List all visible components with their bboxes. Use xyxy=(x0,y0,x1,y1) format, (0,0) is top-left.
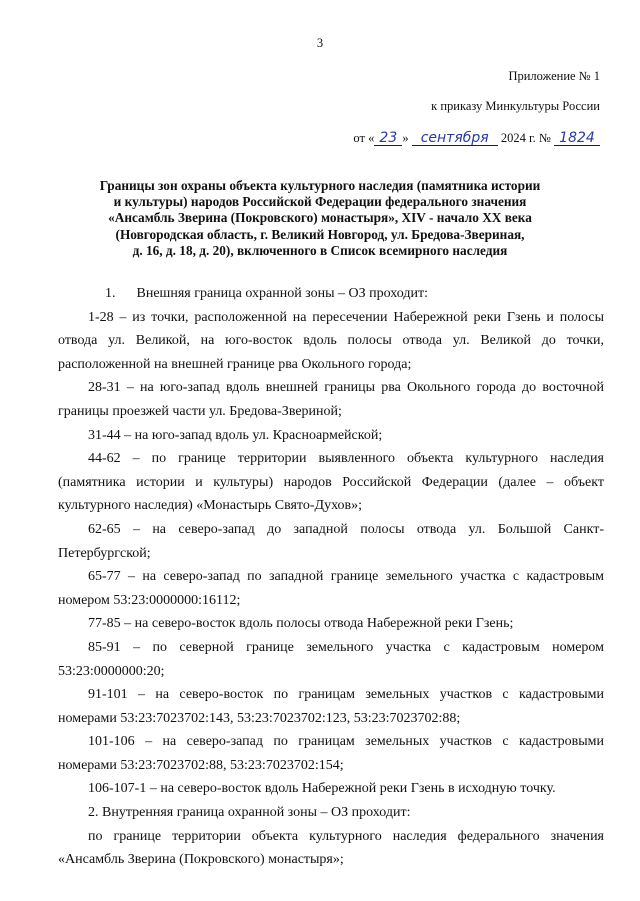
paragraph: по границе территории объекта культурного наследия федерального значения «Ансамбль Зверина (Покровского) монастыря»; xyxy=(58,828,604,868)
paragraph: 91-101 – на северо-восток по границам земельных участков с кадастровыми номерами 53:23:7023702:143, 53:23:7023702:123, 53:23:7023702:88; xyxy=(58,687,604,726)
title-line: (Новгородская область, г. Великий Новгород, ул. Бредова-Звериная, xyxy=(115,226,525,242)
paragraph: 1-28 – из точки, расположенной на пересечении Набережной реки Гзень и полосы отвода ул. Великой, на юго-восток вдоль полосы отвода ул. Великой до точки, расположенной на внешней границе рва Окольного города; xyxy=(58,309,604,372)
date-quote-close: » xyxy=(402,131,409,145)
paragraph: 77-85 – на северо-восток вдоль полосы отвода Набережной реки Гзень; xyxy=(88,616,514,632)
annex-title: Приложение № 1 xyxy=(508,69,600,83)
paragraph: 28-31 – на юго-запад вдоль внешней границы рва Окольного города до восточной границы проезжей части ул. Бредова-Звериной; xyxy=(58,380,604,419)
handwritten-day: 23 xyxy=(374,131,402,146)
page-number: 3 xyxy=(316,36,324,50)
document-body xyxy=(58,282,604,872)
paragraph: 85-91 – по северной границе земельного участка с кадастровым номером 53:23:0000000:20; xyxy=(58,639,604,679)
section-heading-outer-boundary: 1. Внешняя граница охранной зоны – ОЗ проходит: xyxy=(105,286,428,301)
paragraph: 106-107-1 – на северо-восток вдоль Набережной реки Гзень в исходную точку. xyxy=(88,781,556,797)
document-title xyxy=(60,178,580,259)
title-line: Границы зон охраны объекта культурного наследия (памятника истории xyxy=(99,178,541,193)
section-heading-inner-boundary: 2. Внутренняя граница охранной зоны – ОЗ проходит: xyxy=(88,805,411,821)
annex-order-reference: к приказу Минкультуры России xyxy=(431,99,600,113)
date-prefix: от « xyxy=(353,131,375,145)
title-line: д. 16, д. 18, д. 20), включенного в Список всемирного наследия xyxy=(132,242,508,258)
year-text: 2024 г. № xyxy=(500,131,551,145)
paragraph: 44-62 – по границе территории выявленного объекта культурного наследия (памятника истории и культуры) народов Российской Федерации (далее – объект культурного наследия) «Монастырь Свято-Духов»; xyxy=(58,451,604,514)
paragraph: 101-106 – на северо-запад по границам земельных участков с кадастровыми номерами 53:23:7023702:88, 53:23:7023702:154; xyxy=(58,734,604,773)
paragraph: 31-44 – на юго-запад вдоль ул. Красноармейской; xyxy=(88,427,383,443)
handwritten-month: сентября xyxy=(412,131,498,146)
handwritten-order-number: 1824 xyxy=(554,131,600,146)
paragraph: 62-65 – на северо-запад до западной полосы отвода ул. Большой Санкт-Петербургской; xyxy=(58,521,604,561)
annex-date-line xyxy=(353,131,600,146)
title-line: «Ансамбль Зверина (Покровского) монастыря», XIV - начало XX века xyxy=(108,210,532,226)
paragraph: 65-77 – на северо-запад по западной границе земельного участка с кадастровым номером 53:23:0000000:16112; xyxy=(58,569,604,608)
title-line: и культуры) народов Российской Федерации федерального значения xyxy=(113,194,527,210)
